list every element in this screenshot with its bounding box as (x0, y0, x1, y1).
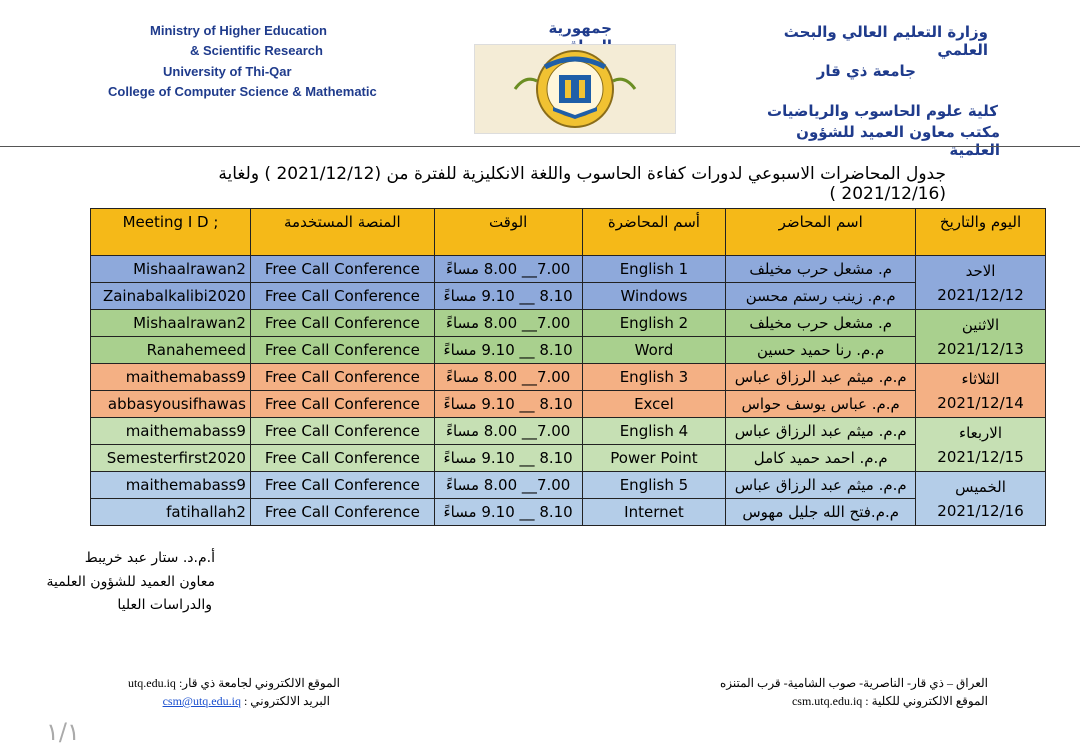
day-cell (916, 418, 1046, 472)
footer-email (104, 694, 330, 709)
lecturer-cell: م.م. احمد حميد كامل (726, 445, 916, 472)
platform-cell: Free Call Conference (250, 472, 434, 499)
lecturer-cell: م.م. رنا حميد حسين (726, 337, 916, 364)
time-cell: 8.10 __ 9.10 مساءً (434, 337, 582, 364)
time-cell: 7.00__ 8.00 مساءً (434, 256, 582, 283)
table-row (91, 499, 1046, 526)
ar-header-office: مكتب معاون العميد للشؤون العلمية (796, 123, 1000, 159)
meeting-id-cell: maithemabass9 (91, 472, 251, 499)
lecture-cell: Windows (582, 283, 726, 310)
lecture-cell: English 1 (582, 256, 726, 283)
footer-email-label: البريد الالكتروني : (243, 694, 330, 708)
meeting-id-cell: Ranahemeed (91, 337, 251, 364)
schedule-table (90, 208, 1046, 526)
lecture-cell: English 2 (582, 310, 726, 337)
lecturer-cell: م.م. ميثم عبد الرزاق عباس (726, 472, 916, 499)
header-divider (0, 146, 1080, 147)
header-meeting-id: Meeting I D ; (91, 209, 251, 256)
lecturer-cell: م.م. عباس يوسف حواس (726, 391, 916, 418)
lecture-cell: Internet (582, 499, 726, 526)
footer-university-site-label: الموقع الالكتروني لجامعة ذي قار: (178, 676, 340, 690)
day-date: 2021/12/12 (937, 285, 1024, 304)
footer-university-site (104, 676, 340, 691)
college-logo-icon (475, 45, 675, 133)
day-date: 2021/12/14 (937, 393, 1024, 412)
header-time: الوقت (434, 209, 582, 256)
republic-label: جمهورية (548, 19, 612, 37)
footer-university-site-value[interactable]: utq.edu.iq (127, 676, 176, 690)
table-row (91, 445, 1046, 472)
time-cell: 8.10 __ 9.10 مساءً (434, 391, 582, 418)
lecturer-cell: م.م.فتح الله جليل مهوس (726, 499, 916, 526)
platform-cell: Free Call Conference (250, 445, 434, 472)
day-name: الخميس (955, 477, 1006, 496)
day-name: الاربعاء (959, 423, 1003, 442)
day-cell (916, 472, 1046, 526)
lecture-cell: Word (582, 337, 726, 364)
day-cell (916, 256, 1046, 310)
table-header-row (91, 209, 1046, 256)
lecturer-cell: م.م. ميثم عبد الرزاق عباس (726, 364, 916, 391)
en-header-line-4: College of Computer Science & Mathematic (108, 84, 377, 99)
ar-header-university: جامعة ذي قار (816, 62, 916, 80)
header-lecturer: اسم المحاضر (726, 209, 916, 256)
table-row (91, 418, 1046, 445)
ar-header-ministry: وزارة التعليم العالي والبحث العلمي (783, 23, 988, 59)
lecturer-cell: م.م. ميثم عبد الرزاق عباس (726, 418, 916, 445)
en-header-line-3: University of Thi-Qar (163, 64, 292, 79)
college-logo (474, 44, 676, 134)
day-cell (916, 364, 1046, 418)
table-row (91, 256, 1046, 283)
time-cell: 8.10 __ 9.10 مساءً (434, 445, 582, 472)
day-date: 2021/12/15 (937, 447, 1024, 466)
time-cell: 7.00__ 8.00 مساءً (434, 472, 582, 499)
footer-college-site (700, 694, 988, 709)
header-platform: المنصة المستخدمة (250, 209, 434, 256)
en-header-line-1: Ministry of Higher Education (150, 23, 327, 38)
lecturer-cell: م. مشعل حرب مخيلف (726, 310, 916, 337)
table-row (91, 310, 1046, 337)
signature-name: أ.م.د. ستار عبد خريبط (84, 550, 215, 566)
header-lecture: أسم المحاضرة (582, 209, 726, 256)
footer-college-site-label: الموقع الالكتروني للكلية : (865, 694, 988, 708)
meeting-id-cell: maithemabass9 (91, 364, 251, 391)
platform-cell: Free Call Conference (250, 364, 434, 391)
schedule-title: جدول المحاضرات الاسبوعي لدورات كفاءة الحاسوب واللغة الانكليزية للفترة من (2021/12/12 ) ولغاية (2021/12/16 ) (218, 164, 946, 204)
meeting-id-cell: maithemabass9 (91, 418, 251, 445)
meeting-id-cell: fatihallah2 (91, 499, 251, 526)
day-date: 2021/12/13 (937, 339, 1024, 358)
platform-cell: Free Call Conference (250, 337, 434, 364)
platform-cell: Free Call Conference (250, 310, 434, 337)
platform-cell: Free Call Conference (250, 391, 434, 418)
time-cell: 7.00__ 8.00 مساءً (434, 364, 582, 391)
time-cell: 7.00__ 8.00 مساءً (434, 310, 582, 337)
time-cell: 7.00__ 8.00 مساءً (434, 418, 582, 445)
table-row (91, 337, 1046, 364)
day-name: الثلاثاء (961, 369, 1000, 388)
signature-title-2: والدراسات العليا (117, 597, 212, 613)
platform-cell: Free Call Conference (250, 256, 434, 283)
meeting-id-cell: Mishaalrawan2 (91, 256, 251, 283)
lecture-cell: English 3 (582, 364, 726, 391)
lecturer-cell: م.م. زينب رستم محسن (726, 283, 916, 310)
meeting-id-cell: Semesterfirst2020 (91, 445, 251, 472)
lecturer-cell: م. مشعل حرب مخيلف (726, 256, 916, 283)
platform-cell: Free Call Conference (250, 499, 434, 526)
lecture-cell: English 4 (582, 418, 726, 445)
footer-college-site-value[interactable]: csm.utq.edu.iq (791, 694, 863, 708)
platform-cell: Free Call Conference (250, 418, 434, 445)
day-date: 2021/12/16 (937, 501, 1024, 520)
time-cell: 8.10 __ 9.10 مساءً (434, 283, 582, 310)
lecture-cell: Power Point (582, 445, 726, 472)
signature-title-1: معاون العميد للشؤون العلمية (46, 574, 215, 590)
platform-cell: Free Call Conference (250, 283, 434, 310)
ar-header-college: كلية علوم الحاسوب والرياضيات (767, 102, 998, 120)
page-number: ١/١ (46, 718, 80, 746)
lecture-cell: Excel (582, 391, 726, 418)
day-cell (916, 310, 1046, 364)
time-cell: 8.10 __ 9.10 مساءً (434, 499, 582, 526)
table-row (91, 364, 1046, 391)
footer-address: العراق – ذي قار- الناصرية- صوب الشامية- قرب المتنزه (719, 676, 988, 690)
day-name: الاثنين (961, 315, 1000, 334)
table-row (91, 283, 1046, 310)
table-row (91, 391, 1046, 418)
en-header-line-2: & Scientific Research (190, 43, 323, 58)
meeting-id-cell: abbasyousifhawas (91, 391, 251, 418)
meeting-id-cell: Mishaalrawan2 (91, 310, 251, 337)
table-row (91, 472, 1046, 499)
meeting-id-cell: Zainabalkalibi2020 (91, 283, 251, 310)
day-name: الاحد (965, 261, 996, 280)
lecture-cell: English 5 (582, 472, 726, 499)
footer-email-link[interactable]: csm@utq.edu.iq (162, 694, 241, 708)
header-day-date: اليوم والتاريخ (916, 209, 1046, 256)
